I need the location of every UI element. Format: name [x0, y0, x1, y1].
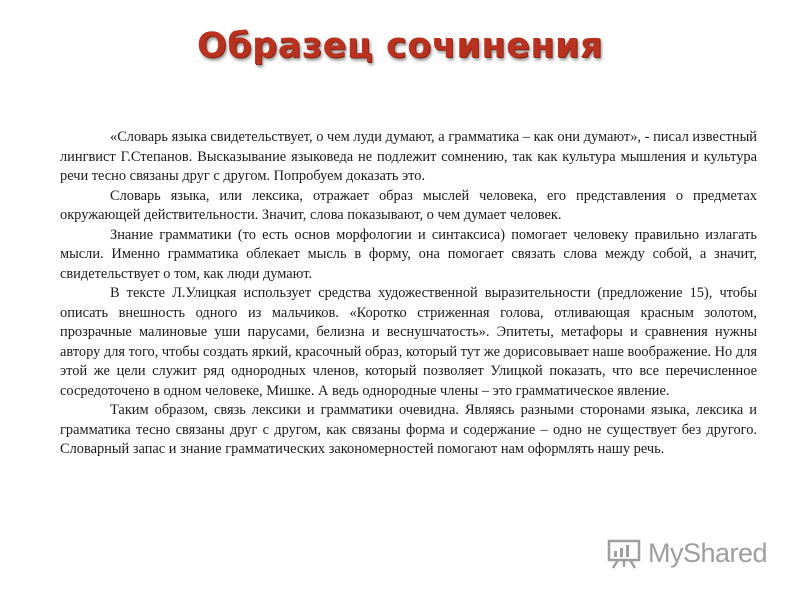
- essay-body: [60, 128, 757, 460]
- myshared-watermark: [606, 538, 767, 569]
- paragraph-5: Таким образом, связь лексики и грамматики очевидна. Являясь разными сторонами языка, лексика и грамматика тесно связаны друг с другом, как связаны форма и содержание – одно не существует без другого. Словарный запас и знание грамматических закономерностей помогают нам оформлять нашу речь.: [60, 402, 757, 457]
- paragraph-4: В тексте Л.Улицкая использует средства художественной выразительности (предложение 15), чтобы описать внешность одного из мальчиков. «Коротко стриженная голова, отливающая красным золотом, прозрачные малиновые уши парусами, белизна и веснушчатость». Эпитеты, метафоры и сравнения нужны автору для того, чтобы создать яркий, красочный образ, который тут же дорисовывает наше воображение. Но для этой же цели служит ряд однородных членов, который позволяет Улицкой показать, что все перечисленное сосредоточено в одном человеке, Мишке. А ведь однородные члены – это грамматическое явление.: [60, 285, 757, 399]
- page-title: Образец сочинения: [196, 26, 603, 66]
- watermark-text: MyShared: [648, 538, 768, 568]
- paragraph-1: «Словарь языка свидетельствует, о чем луди думают, а грамматика – как они думают», - писал известный лингвист Г.Степанов. Высказывание языковеда не подлежит сомнению, так как культура мышления и культура речи тесно связаны друг с другом. Попробуем доказать это.: [60, 129, 757, 184]
- paragraph-3: Знание грамматики (то есть основ морфологии и синтаксиса) помогает человеку правильно излагать мысли. Именно грамматика облекает мысль в форму, она помогает связать слова между собой, а значит, свидетельствует о том, как люди думают.: [60, 226, 757, 282]
- presentation-board-icon: [606, 539, 644, 569]
- paragraph-2: Словарь языка, или лексика, отражает образ мыслей человека, его представления о предметах окружающей действительности. Значит, слова показывают, о чем думает человек.: [60, 187, 757, 223]
